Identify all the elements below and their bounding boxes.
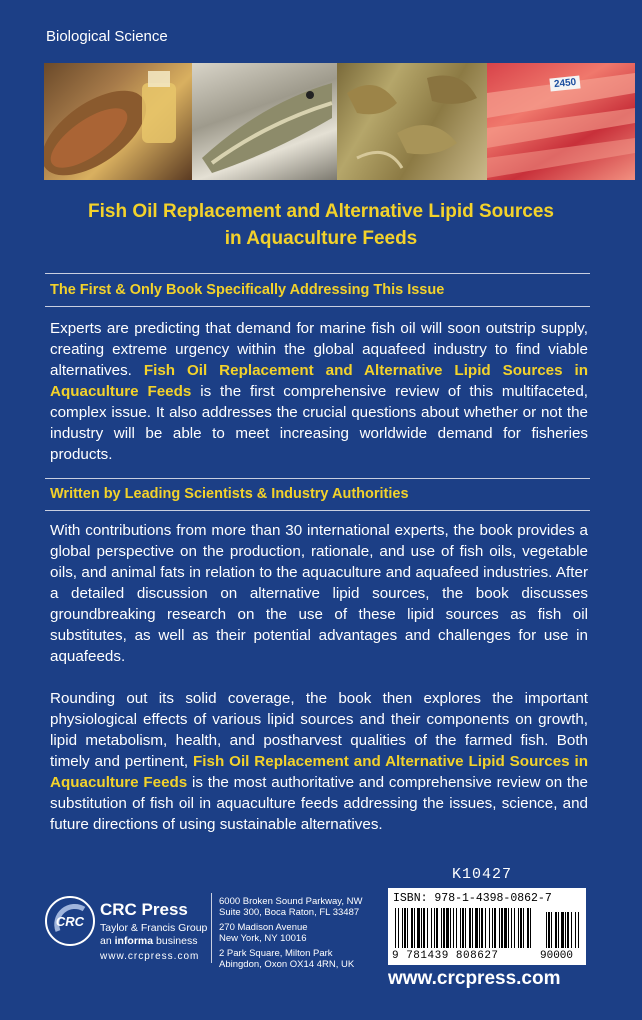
intro-paragraph bbox=[50, 318, 588, 465]
coverage-text-a: Rounding out its solid coverage, the book then explores the important physiological effects of various lipid sources and their components on growth, lipid metabolism, health, and postharvest qualities of the farmed fish. Both timely and pertinent, bbox=[50, 690, 588, 770]
divider bbox=[211, 893, 212, 963]
price-tag: 2450 bbox=[549, 75, 580, 91]
address-line: Suite 300, Boca Raton, FL 33487 bbox=[219, 907, 360, 918]
ean-number: 9 781439 808627 bbox=[392, 950, 499, 962]
isbn-barcode bbox=[388, 888, 586, 965]
address-line: 6000 Broken Sound Parkway, NW bbox=[219, 896, 363, 907]
business-prefix: an bbox=[100, 935, 115, 947]
salmon-fillet-photo bbox=[487, 63, 635, 180]
price-addon: 90000 bbox=[540, 950, 574, 962]
intro-book-title: Fish Oil Replacement and Alternative Lipid Sources in Aquaculture Feeds bbox=[50, 362, 588, 400]
divider bbox=[45, 510, 590, 511]
intro-text-b: is the first comprehensive review of this multifaceted, complex issue. It also addresses the crucial questions about whether or not the industry will be able to meet increasing worldwide demand for fisheries products. bbox=[50, 383, 588, 463]
crc-logo-icon bbox=[44, 895, 96, 947]
publisher-business bbox=[100, 935, 197, 947]
fish-photo bbox=[192, 63, 337, 180]
divider bbox=[45, 478, 590, 479]
business-brand: informa bbox=[114, 935, 154, 947]
website-link[interactable]: www.crcpress.com bbox=[388, 968, 561, 989]
address-line: 2 Park Square, Milton Park bbox=[219, 948, 333, 959]
intro-text-a: Experts are predicting that demand for marine fish oil will soon outstrip supply, creating extreme urgency within the global aquafeed industry to find viable alternatives. bbox=[50, 320, 588, 379]
coverage-text-b: is the most authoritative and comprehensive review on the substitution of fish oil in aquaculture feeds addressing the issues, science, and future directions of using sustainable alternatives. bbox=[50, 774, 589, 833]
coverage-book-title: Fish Oil Replacement and Alternative Lipid Sources in Aquaculture Feeds bbox=[50, 753, 588, 791]
contributors-paragraph: With contributions from more than 30 international experts, the book provides a global perspective on the production, rationale, and use of fish oils, vegetable oils, and animal fats in relation to the aquaculture and aquafeed industries. After a detailed discussion on alternative lipid sources, the book discusses groundbreaking research on the use of these lipid sources as fish oil substitutes, as well as their potential advantages and challenges for use in aquafeeds. bbox=[50, 522, 588, 665]
crc-logo-text: CRC bbox=[55, 914, 85, 929]
shrimp-photo bbox=[337, 63, 487, 180]
divider bbox=[45, 306, 590, 307]
cover-photo-strip bbox=[44, 63, 635, 180]
trout-photo bbox=[44, 63, 192, 180]
divider bbox=[45, 273, 590, 274]
business-suffix: business bbox=[153, 935, 198, 947]
title-line-2: in Aquaculture Feeds bbox=[224, 228, 418, 249]
book-title bbox=[20, 198, 622, 252]
publisher-name: CRC Press bbox=[100, 900, 188, 919]
address-line: Abingdon, Oxon OX14 4RN, UK bbox=[219, 959, 355, 970]
section-heading-2: Written by Leading Scientists & Industry Authorities bbox=[50, 486, 409, 502]
publisher-web[interactable]: www.crcpress.com bbox=[100, 951, 200, 962]
section-heading-1: The First & Only Book Specifically Addressing This Issue bbox=[50, 282, 445, 298]
barcode-bars bbox=[393, 908, 581, 950]
coverage-paragraph bbox=[50, 688, 588, 835]
category-label: Biological Science bbox=[46, 28, 168, 45]
address-line: New York, NY 10016 bbox=[219, 933, 307, 944]
title-line-1: Fish Oil Replacement and Alternative Lipid Sources bbox=[88, 201, 554, 222]
isbn-number: ISBN: 978-1-4398-0862-7 bbox=[393, 892, 552, 905]
address-line: 270 Madison Avenue bbox=[219, 922, 308, 933]
catalog-number: K10427 bbox=[452, 866, 513, 883]
publisher-group: Taylor & Francis Group bbox=[100, 922, 208, 934]
